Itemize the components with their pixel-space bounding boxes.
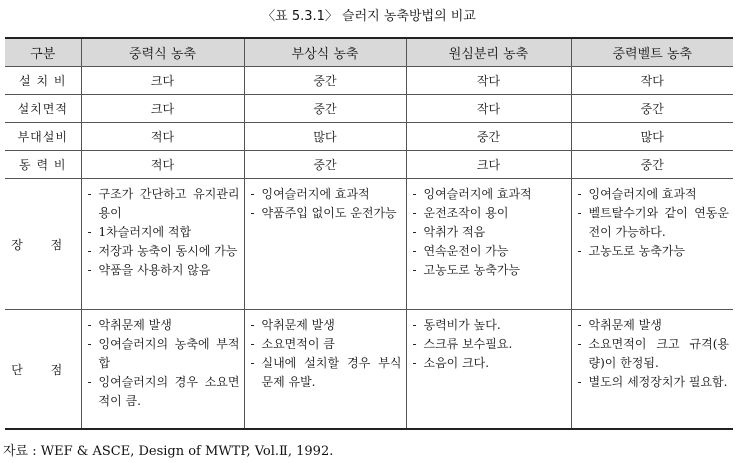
list-item: - 잉여슬러지에 효과적 [249, 185, 402, 204]
list-item: - 약품을 사용하지 않음 [86, 261, 240, 280]
merits-list [86, 179, 240, 280]
list-item: - 소요면적이 큼 [249, 335, 402, 354]
table-cell: 크다 [406, 151, 571, 179]
table-cell: 적다 [81, 123, 244, 151]
header-centrifuge: 원심분리 농축 [406, 38, 571, 67]
header-flotation: 부상식 농축 [244, 38, 406, 67]
merits-list [249, 179, 402, 223]
merits-cell-flotation [244, 179, 406, 310]
list-item: - 고농도로 농축가능 [411, 261, 567, 280]
table-cell: 크다 [81, 95, 244, 123]
table-row [5, 67, 733, 95]
row-label: 동 력 비 [5, 151, 81, 179]
list-item: - 1차슬러지에 적합 [86, 223, 240, 242]
table-cell: 중간 [244, 67, 406, 95]
demerits-label: 단 점 [5, 310, 81, 430]
list-item: - 저장과 농축이 동시에 가능 [86, 242, 240, 261]
demerits-list [576, 310, 730, 392]
table-title: 〈표 5.3.1〉 슬러지 농축방법의 비교 [262, 9, 476, 24]
table-row [5, 123, 733, 151]
demerits-cell-gravity [81, 310, 244, 430]
list-item: - 소요면적이 크고 규격(용량)이 한정됨. [576, 335, 730, 373]
list-item: - 소음이 크다. [411, 354, 567, 373]
list-item: - 악취문제 발생 [576, 316, 730, 335]
list-item: - 잉여슬러지의 농축에 부적합 [86, 335, 240, 373]
row-label: 부대설비 [5, 123, 81, 151]
table-cell: 많다 [571, 123, 733, 151]
table-cell: 작다 [406, 67, 571, 95]
list-item: - 잉여슬러지의 경우 소요면적이 큼. [86, 373, 240, 411]
table-cell: 많다 [244, 123, 406, 151]
list-item: - 잉여슬러지에 효과적 [411, 185, 567, 204]
list-item: - 고농도로 농축가능 [576, 242, 730, 261]
list-item: - 동력비가 높다. [411, 316, 567, 335]
demerits-list [249, 310, 402, 392]
table-cell: 중간 [571, 151, 733, 179]
merits-label: 장 점 [5, 179, 81, 310]
merits-list [411, 179, 567, 280]
list-item: - 별도의 세정장치가 필요함. [576, 373, 730, 392]
table-row [5, 95, 733, 123]
list-item: - 스크류 보수필요. [411, 335, 567, 354]
source-citation: 자료 : WEF & ASCE, Design of MWTP, Vol.Ⅱ, 1992. [3, 444, 334, 459]
demerits-cell-gravity-belt [571, 310, 733, 430]
demerits-cell-centrifuge [406, 310, 571, 430]
table-cell: 중간 [571, 95, 733, 123]
header-gravity-belt: 중력벨트 농축 [571, 38, 733, 67]
table-cell: 적다 [81, 151, 244, 179]
comparison-table [5, 37, 733, 430]
list-item: - 악취문제 발생 [249, 316, 402, 335]
table-cell: 중간 [244, 151, 406, 179]
merits-list [576, 179, 730, 261]
table-cell: 작다 [406, 95, 571, 123]
table-cell: 중간 [244, 95, 406, 123]
list-item: - 잉여슬러지에 효과적 [576, 185, 730, 204]
row-label: 설 치 비 [5, 67, 81, 95]
merits-row [5, 179, 733, 310]
list-item: - 악취문제 발생 [86, 316, 240, 335]
list-item: - 약품주입 없이도 운전가능 [249, 204, 402, 223]
list-item: - 실내에 설치할 경우 부식 문제 유발. [249, 354, 402, 392]
merits-cell-centrifuge [406, 179, 571, 310]
list-item: - 악취가 적음 [411, 223, 567, 242]
demerits-cell-flotation [244, 310, 406, 430]
merits-cell-gravity [81, 179, 244, 310]
header-row [5, 38, 733, 67]
list-item: - 벨트탈수기와 같이 연동운전이 가능하다. [576, 204, 730, 242]
row-label: 설치면적 [5, 95, 81, 123]
list-item: - 운전조작이 용이 [411, 204, 567, 223]
header-gravity: 중력식 농축 [81, 38, 244, 67]
list-item: - 구조가 간단하고 유지관리 용이 [86, 185, 240, 223]
demerits-list [86, 310, 240, 411]
table-row [5, 151, 733, 179]
table-cell: 중간 [406, 123, 571, 151]
demerits-row [5, 310, 733, 430]
list-item: - 연속운전이 가능 [411, 242, 567, 261]
table-cell: 크다 [81, 67, 244, 95]
merits-cell-gravity-belt [571, 179, 733, 310]
demerits-list [411, 310, 567, 373]
header-category: 구분 [5, 38, 81, 67]
table-cell: 작다 [571, 67, 733, 95]
